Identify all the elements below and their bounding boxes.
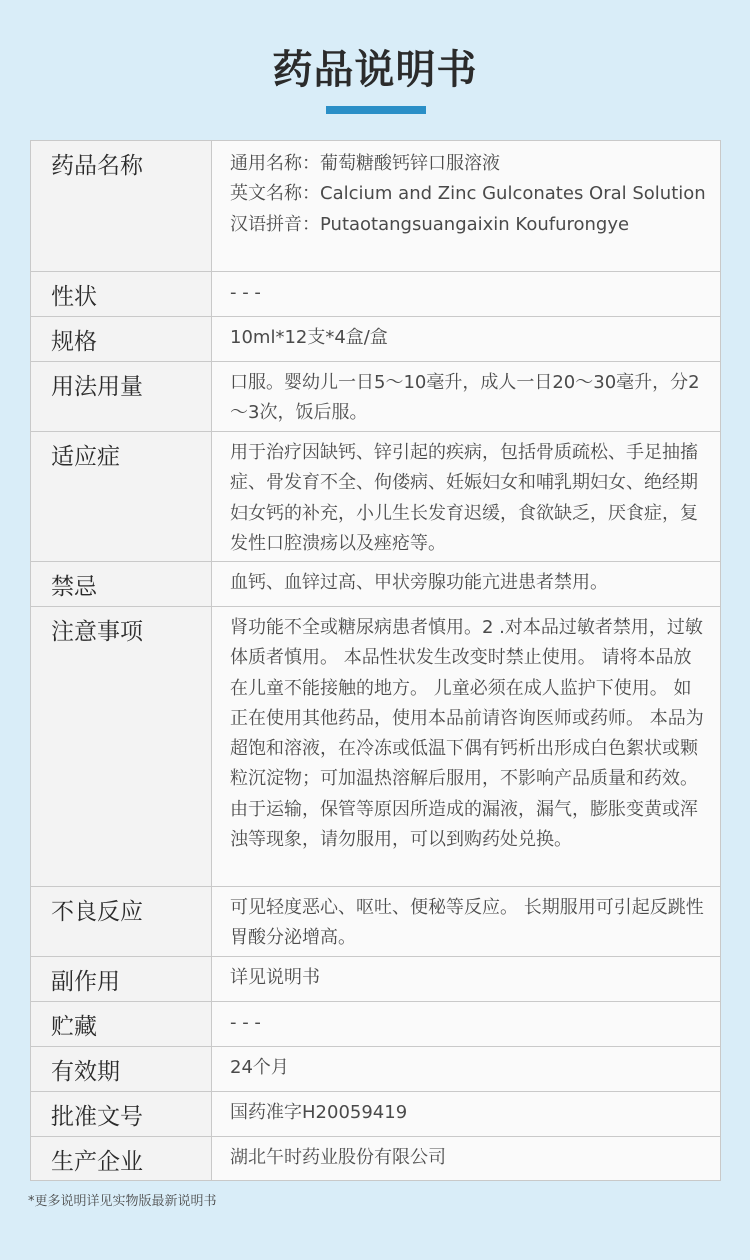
row-label: 生产企业	[31, 1137, 212, 1180]
table-row	[31, 316, 720, 361]
row-label: 适应症	[31, 432, 212, 561]
row-value: 血钙、血锌过高、甲状旁腺功能亢进患者禁用。	[212, 562, 720, 606]
row-label: 规格	[31, 317, 212, 361]
row-value: 湖北午时药业股份有限公司	[212, 1137, 720, 1180]
title-underline	[326, 106, 426, 114]
row-value: 可见轻度恶心、呕吐、便秘等反应。 长期服用可引起反跳性胃酸分泌增高。	[212, 887, 720, 956]
row-label: 不良反应	[31, 887, 212, 956]
row-value: 详见说明书	[212, 957, 720, 1001]
page-title: 药品说明书	[272, 47, 478, 93]
table-row	[31, 886, 720, 956]
table-row	[31, 271, 720, 316]
table-row	[31, 431, 720, 561]
row-value: 口服。婴幼儿一日5～10毫升，成人一日20～30毫升，分2～3次，饭后服。	[212, 362, 720, 431]
table-row	[31, 561, 720, 606]
row-value	[212, 141, 720, 271]
table-row	[31, 1091, 720, 1136]
row-value: 24个月	[212, 1047, 720, 1091]
row-value: 国药准字H20059419	[212, 1092, 720, 1136]
row-label: 性状	[31, 272, 212, 316]
footnote: *更多说明详见实物版最新说明书	[28, 1194, 217, 1209]
table-row	[31, 141, 720, 271]
row-label: 批准文号	[31, 1092, 212, 1136]
generic-name: 通用名称：葡萄糖酸钙锌口服溶液	[230, 153, 500, 174]
row-value: 10ml*12支*4盒/盒	[212, 317, 720, 361]
row-label: 贮藏	[31, 1002, 212, 1046]
row-label: 注意事项	[31, 607, 212, 886]
row-value: - - -	[212, 272, 720, 316]
row-label: 有效期	[31, 1047, 212, 1091]
table-row	[31, 361, 720, 431]
table-row	[31, 606, 720, 886]
pinyin-name: 汉语拼音：Putaotangsuangaixin Koufurongye	[230, 213, 630, 235]
row-value: 用于治疗因缺钙、锌引起的疾病，包括骨质疏松、手足抽搐症、骨发育不全、佝偻病、妊娠妇女和哺乳期妇女、绝经期妇女钙的补充，小儿生长发育迟缓，食欲缺乏，厌食症，复发性口腔溃疡以及痤疮等。	[212, 432, 720, 561]
table-row	[31, 1001, 720, 1046]
row-label: 药品名称	[31, 141, 212, 271]
table-row	[31, 956, 720, 1001]
row-value: 肾功能不全或糖尿病患者慎用。2 .对本品过敏者禁用，过敏体质者慎用。 本品性状发生改变时禁止使用。 请将本品放在儿童不能接触的地方。 儿童必须在成人监护下使用。 如正在使用其他药品，使用本品前请咨询医师或药师。 本品为超饱和溶液，在冷冻或低温下偶有钙析出形成白色絮状或颗粒沉淀物；可加温热溶解后服用，不影响产品质量和药效。由于运输，保管等原因所造成的漏液，漏气，膨胀变黄或浑浊等现象，请勿服用，可以到购药处兑换。	[212, 607, 720, 886]
row-label: 副作用	[31, 957, 212, 1001]
table-row	[31, 1046, 720, 1091]
row-label: 用法用量	[31, 362, 212, 431]
english-name: 英文名称：Calcium and Zinc Gulconates Oral Solution	[230, 183, 706, 205]
row-value: - - -	[212, 1002, 720, 1046]
drug-info-table	[30, 140, 721, 1181]
row-label: 禁忌	[31, 562, 212, 606]
table-row	[31, 1136, 720, 1180]
